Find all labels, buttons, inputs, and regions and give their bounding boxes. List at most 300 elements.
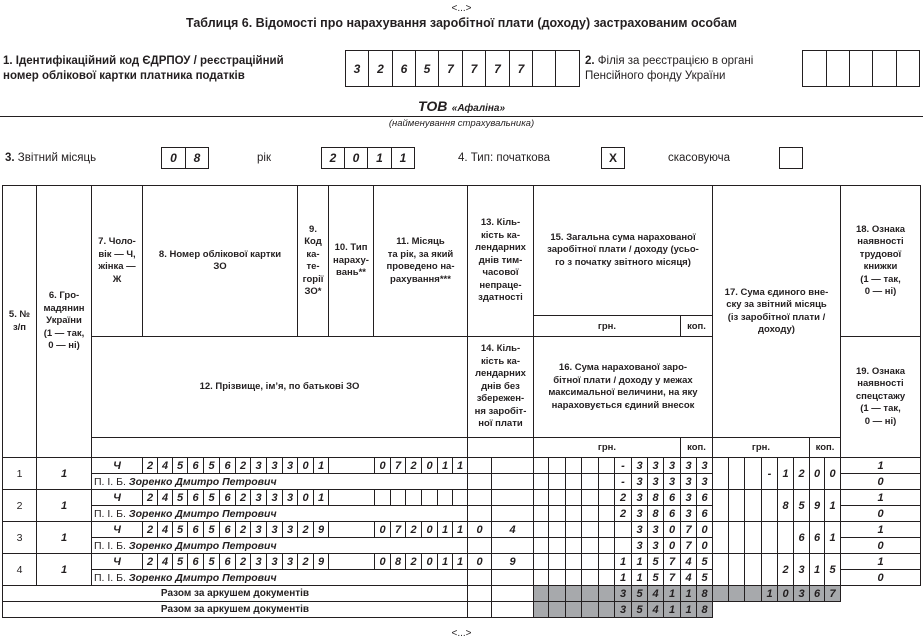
- totals-contribution-grn-cell: 3: [793, 585, 810, 602]
- header-special-service: 19. Ознака наявності спецстажу (1 — так, 0 — ні): [840, 336, 921, 458]
- full-name-cell: [91, 537, 468, 554]
- total-income-grn-cell: [565, 521, 582, 538]
- header-capped-income: 16. Сума нарахованої заро- бітної плати / доходу у межах максимальної величини, на яку нараховується єдиний внесок: [533, 336, 713, 438]
- contribution-grn-cell: [728, 521, 745, 554]
- card-digit-cell: 4: [157, 457, 173, 474]
- card-digit-cell: 5: [203, 489, 220, 506]
- total-income-grn-cell: [533, 553, 549, 570]
- totals-sum-kop-cell: 1: [680, 601, 697, 618]
- card-digit-cell: 6: [219, 457, 236, 474]
- month-year-digit-cell: 2: [405, 521, 422, 538]
- initial-type-checkbox: X: [601, 147, 625, 169]
- totals-sum-kop-cell: 1: [680, 585, 697, 602]
- total-income-grn-cell: [548, 521, 566, 538]
- card-digit-cell: 3: [250, 489, 267, 506]
- card-digit-cell: 6: [187, 457, 204, 474]
- month-year-digit-cell: [452, 489, 468, 506]
- row-number-cell: 2: [2, 489, 37, 522]
- totals-sum-grn-cell: [598, 585, 615, 602]
- totals-sum-grn-cell: 4: [647, 601, 664, 618]
- header-full-name: 12. Прізвище, ім’я, по батькові ЗО: [91, 336, 468, 438]
- special-service-flag-cell: 0: [840, 569, 921, 586]
- employer-prefix: ТОВ: [417, 98, 448, 114]
- pension-branch-digit-cell: [826, 50, 850, 87]
- disability-days-cell: 0: [467, 521, 492, 538]
- month-year-digit-cell: [421, 489, 438, 506]
- header-capped-income-grn: грн.: [533, 437, 681, 458]
- contribution-grn-cell: 2: [793, 457, 810, 490]
- work-book-flag-cell: 1: [840, 457, 921, 474]
- month-year-digit-cell: 0: [374, 521, 391, 538]
- capped-income-grn-cell: [548, 505, 566, 522]
- total-income-kop-cell: 7: [680, 521, 697, 538]
- total-income-grn-cell: [548, 457, 566, 474]
- totals-sum-kop-cell: 8: [696, 585, 713, 602]
- contribution-grn-cell: [712, 521, 729, 554]
- full-name-prefix: П. І. Б.: [94, 539, 126, 552]
- total-income-kop-cell: 3: [680, 457, 697, 474]
- totals-label: Разом за аркушем документів: [2, 585, 468, 602]
- month-year-digit-cell: 1: [452, 457, 468, 474]
- unpaid-days-cell: [491, 569, 534, 586]
- total-income-grn-cell: [581, 489, 599, 506]
- category-digit-cell: 0: [297, 489, 314, 506]
- month-year-digit-cell: 0: [421, 521, 438, 538]
- sex-cell: Ч: [91, 457, 143, 474]
- contribution-grn-cell: [761, 489, 778, 522]
- total-income-grn-cell: -: [614, 457, 632, 474]
- full-name-value: Зоренко Дмитро Петрович: [128, 571, 277, 584]
- contribution-grn-cell: [744, 553, 762, 586]
- card-digit-cell: 2: [142, 553, 158, 570]
- header-work-book: 18. Ознака наявності трудової книжки (1 — так, 0 — ні): [840, 185, 921, 337]
- contribution-grn-cell: [728, 457, 745, 490]
- totals-contribution-kop-cell: 6: [809, 585, 825, 602]
- totals-sum-grn-cell: [565, 585, 582, 602]
- month-digit-cell: 8: [185, 147, 209, 169]
- capped-income-grn-cell: 3: [631, 473, 648, 490]
- contribution-grn-cell: [712, 457, 729, 490]
- month-year-digit-cell: 7: [390, 457, 406, 474]
- total-income-grn-cell: 6: [663, 489, 681, 506]
- accrual-type-cell: [328, 521, 375, 538]
- totals-sum-grn-cell: 5: [631, 601, 648, 618]
- card-digit-cell: 3: [250, 457, 267, 474]
- full-name-prefix: П. І. Б.: [94, 571, 126, 584]
- sex-cell: Ч: [91, 553, 143, 570]
- capped-income-kop-cell: 3: [696, 473, 713, 490]
- accrual-type-cell: [328, 489, 375, 506]
- totals-sum-grn-cell: [565, 601, 582, 618]
- period-month-label: Звітний місяць: [17, 152, 97, 164]
- year-digit-cell: 1: [367, 147, 392, 169]
- doc-type-label: 4. Тип: початкова: [458, 152, 551, 164]
- capped-income-grn-cell: [565, 505, 582, 522]
- month-year-digit-cell: [374, 489, 391, 506]
- totals-days-cell: [491, 585, 534, 602]
- pension-branch-digit-cell: [849, 50, 873, 87]
- citizen-flag-cell: 1: [36, 489, 92, 522]
- row-number-cell: 1: [2, 457, 37, 490]
- full-name-value: Зоренко Дмитро Петрович: [128, 539, 277, 552]
- work-book-flag-cell: 1: [840, 521, 921, 538]
- header-disability-days: 13. Кіль- кість ка- лендарних днів тим- часової непраце- здатності: [467, 185, 534, 337]
- edrpou-digit-cell: 7: [438, 50, 463, 87]
- capped-income-grn-cell: [581, 473, 599, 490]
- month-year-digit-cell: [405, 489, 422, 506]
- total-income-grn-cell: [598, 457, 615, 474]
- card-digit-cell: 5: [203, 521, 220, 538]
- special-service-flag-cell: 0: [840, 505, 921, 522]
- totals-sum-grn-cell: 3: [614, 601, 632, 618]
- month-year-digit-cell: 2: [405, 553, 422, 570]
- totals-sum-grn-cell: [581, 601, 599, 618]
- edrpou-digit-cell: 7: [485, 50, 510, 87]
- totals-sum-grn-cell: [548, 585, 566, 602]
- total-income-grn-cell: [533, 521, 549, 538]
- employer-caption: (найменування страхувальника): [388, 118, 535, 129]
- contribution-grn-cell: 2: [777, 553, 794, 586]
- total-income-kop-cell: 6: [696, 489, 713, 506]
- work-book-flag-cell: 1: [840, 553, 921, 570]
- edrpou-digit-cell: 2: [368, 50, 393, 87]
- contribution-kop-cell: 1: [809, 553, 825, 586]
- total-income-grn-cell: [548, 553, 566, 570]
- disability-days-cell: [491, 489, 534, 506]
- accrual-type-cell: [328, 457, 375, 474]
- capped-income-grn-cell: 3: [631, 537, 648, 554]
- totals-sum-grn-cell: 1: [663, 585, 681, 602]
- capped-income-grn-cell: [598, 537, 615, 554]
- capped-income-grn-cell: [533, 473, 549, 490]
- category-digit-cell: 9: [313, 521, 329, 538]
- category-digit-cell: 2: [297, 553, 314, 570]
- total-income-grn-cell: 1: [631, 553, 648, 570]
- total-income-grn-cell: [548, 489, 566, 506]
- capped-income-grn-cell: [598, 473, 615, 490]
- field2-number: 2.: [585, 55, 595, 67]
- totals-sum-kop-cell: 8: [696, 601, 713, 618]
- header-blank-left: [91, 437, 468, 458]
- field2-label-text: Філія за реєстрацією в органі: [597, 55, 754, 67]
- capped-income-grn-cell: [614, 537, 632, 554]
- category-digit-cell: 2: [297, 521, 314, 538]
- card-digit-cell: 2: [235, 553, 251, 570]
- capped-income-grn-cell: 6: [663, 505, 681, 522]
- card-digit-cell: 6: [187, 553, 204, 570]
- pension-branch-digit-cell: [896, 50, 920, 87]
- card-digit-cell: 6: [219, 553, 236, 570]
- contribution-grn-cell: 1: [777, 457, 794, 490]
- totals-contribution-grn-cell: [728, 585, 745, 602]
- card-digit-cell: 2: [142, 489, 158, 506]
- row-number-cell: 3: [2, 521, 37, 554]
- header-contribution: 17. Сума єдиного вне- ску за звітний місяць (із заробітної плати / доходу): [712, 185, 841, 438]
- totals-sum-grn-cell: [598, 601, 615, 618]
- period-year-label: рік: [257, 152, 271, 164]
- unpaid-days-cell: [491, 505, 534, 522]
- card-digit-cell: 2: [142, 521, 158, 538]
- total-income-grn-cell: [565, 489, 582, 506]
- card-digit-cell: 4: [157, 489, 173, 506]
- total-income-grn-cell: 3: [631, 521, 648, 538]
- totals-days-cell: [467, 585, 492, 602]
- card-digit-cell: 2: [235, 489, 251, 506]
- card-digit-cell: 4: [157, 553, 173, 570]
- month-year-digit-cell: 1: [452, 521, 468, 538]
- card-digit-cell: 3: [282, 489, 298, 506]
- month-year-digit-cell: 0: [421, 457, 438, 474]
- capped-income-grn-cell: [598, 569, 615, 586]
- contribution-kop-cell: 0: [809, 457, 825, 490]
- month-year-digit-cell: 0: [374, 553, 391, 570]
- cancel-type-checkbox: [779, 147, 803, 169]
- edrpou-digit-cell: 5: [415, 50, 439, 87]
- contribution-grn-cell: [712, 553, 729, 586]
- contribution-grn-cell: [728, 553, 745, 586]
- month-year-digit-cell: 0: [374, 457, 391, 474]
- full-name-cell: [91, 505, 468, 522]
- edrpou-digit-cell: [555, 50, 580, 87]
- card-digit-cell: 5: [172, 521, 188, 538]
- contribution-grn-cell: 6: [793, 521, 810, 554]
- total-income-grn-cell: [581, 553, 599, 570]
- capped-income-grn-cell: [533, 537, 549, 554]
- citizen-flag-cell: 1: [36, 521, 92, 554]
- capped-income-kop-cell: 7: [680, 537, 697, 554]
- month-year-digit-cell: [390, 489, 406, 506]
- month-year-digit-cell: 2: [405, 457, 422, 474]
- header-blank-days: [467, 437, 534, 458]
- contribution-grn-cell: [761, 521, 778, 554]
- totals-contribution-grn-cell: [712, 585, 729, 602]
- pension-branch-digit-cell: [872, 50, 897, 87]
- contribution-kop-cell: 9: [809, 489, 825, 522]
- employer-name: [0, 98, 923, 116]
- card-digit-cell: 6: [187, 521, 204, 538]
- card-digit-cell: 3: [250, 521, 267, 538]
- capped-income-grn-cell: [565, 473, 582, 490]
- header-capped-income-kop: коп.: [680, 437, 713, 458]
- capped-income-grn-cell: 0: [663, 537, 681, 554]
- capped-income-grn-cell: [548, 537, 566, 554]
- header-row-number: 5. № з/п: [2, 185, 37, 458]
- header-total-income: 15. Загальна сума нарахованої заробітної плати / доходу (усьо- го з початку звітного місяця): [533, 185, 713, 316]
- full-name-cell: [91, 473, 468, 490]
- bottom-ellipsis: <...>: [451, 628, 472, 639]
- total-income-kop-cell: 5: [696, 553, 713, 570]
- capped-income-grn-cell: [581, 505, 599, 522]
- year-digit-cell: 1: [391, 147, 415, 169]
- capped-income-grn-cell: 1: [614, 569, 632, 586]
- total-income-kop-cell: 3: [696, 457, 713, 474]
- edrpou-digit-cell: 3: [345, 50, 369, 87]
- total-income-grn-cell: 3: [663, 457, 681, 474]
- unpaid-days-cell: [491, 537, 534, 554]
- card-digit-cell: 5: [172, 489, 188, 506]
- card-digit-cell: 3: [266, 553, 283, 570]
- category-digit-cell: 9: [313, 553, 329, 570]
- capped-income-kop-cell: 6: [696, 505, 713, 522]
- contribution-kop-cell: 6: [809, 521, 825, 554]
- total-income-kop-cell: 0: [696, 521, 713, 538]
- total-income-grn-cell: [581, 521, 599, 538]
- card-digit-cell: 2: [235, 521, 251, 538]
- total-income-grn-cell: [598, 553, 615, 570]
- total-income-grn-cell: [598, 489, 615, 506]
- totals-sum-grn-cell: [533, 601, 549, 618]
- capped-income-grn-cell: [581, 569, 599, 586]
- capped-income-grn-cell: [565, 569, 582, 586]
- employer-title: «Афаліна»: [451, 103, 506, 114]
- card-digit-cell: 5: [203, 553, 220, 570]
- capped-income-grn-cell: 5: [647, 569, 664, 586]
- total-income-grn-cell: 3: [647, 521, 664, 538]
- total-income-grn-cell: [533, 489, 549, 506]
- pension-branch-digit-cell: [802, 50, 827, 87]
- full-name-prefix: П. І. Б.: [94, 507, 126, 520]
- totals-contribution-grn-cell: 0: [777, 585, 794, 602]
- top-ellipsis: <...>: [451, 3, 472, 14]
- total-income-grn-cell: [533, 457, 549, 474]
- card-digit-cell: 3: [266, 457, 283, 474]
- contribution-kop-cell: 1: [824, 521, 841, 554]
- contribution-grn-cell: [728, 489, 745, 522]
- year-digit-cell: 0: [344, 147, 368, 169]
- capped-income-grn-cell: [565, 537, 582, 554]
- month-year-digit-cell: 1: [437, 521, 453, 538]
- card-digit-cell: 3: [282, 457, 298, 474]
- work-book-flag-cell: 1: [840, 489, 921, 506]
- totals-sum-grn-cell: 1: [663, 601, 681, 618]
- capped-income-grn-cell: [598, 505, 615, 522]
- capped-income-grn-cell: [533, 569, 549, 586]
- contribution-kop-cell: 5: [824, 553, 841, 586]
- totals-contribution-grn-cell: [744, 585, 762, 602]
- card-digit-cell: 3: [250, 553, 267, 570]
- capped-income-grn-cell: 7: [663, 569, 681, 586]
- header-contribution-kop: коп.: [809, 437, 841, 458]
- special-service-flag-cell: 0: [840, 537, 921, 554]
- totals-sum-grn-cell: [581, 585, 599, 602]
- total-income-kop-cell: 3: [680, 489, 697, 506]
- card-digit-cell: 2: [142, 457, 158, 474]
- full-name-value: Зоренко Дмитро Петрович: [128, 507, 277, 520]
- total-income-grn-cell: 8: [647, 489, 664, 506]
- card-digit-cell: 3: [282, 521, 298, 538]
- total-income-grn-cell: [581, 457, 599, 474]
- accrual-type-cell: [328, 553, 375, 570]
- contribution-grn-cell: -: [761, 457, 778, 490]
- category-digit-cell: 1: [313, 489, 329, 506]
- header-contribution-grn: грн.: [712, 437, 810, 458]
- citizen-flag-cell: 1: [36, 553, 92, 586]
- card-digit-cell: 2: [235, 457, 251, 474]
- totals-sum-grn-cell: [533, 585, 549, 602]
- contribution-grn-cell: [744, 457, 762, 490]
- period-number: 3.: [5, 152, 15, 164]
- total-income-grn-cell: 0: [663, 521, 681, 538]
- disability-days-cell: 0: [467, 553, 492, 570]
- month-year-digit-cell: 1: [452, 553, 468, 570]
- contribution-grn-cell: [744, 489, 762, 522]
- total-income-grn-cell: 3: [631, 489, 648, 506]
- field2-label-line1: [585, 54, 753, 69]
- contribution-grn-cell: 5: [793, 489, 810, 522]
- month-year-digit-cell: 1: [437, 457, 453, 474]
- total-income-grn-cell: [598, 521, 615, 538]
- contribution-grn-cell: [712, 489, 729, 522]
- total-income-grn-cell: 7: [663, 553, 681, 570]
- totals-sum-grn-cell: 5: [631, 585, 648, 602]
- totals-sum-grn-cell: [548, 601, 566, 618]
- card-digit-cell: 4: [157, 521, 173, 538]
- month-year-digit-cell: 8: [390, 553, 406, 570]
- special-service-flag-cell: 0: [840, 473, 921, 490]
- category-digit-cell: 1: [313, 457, 329, 474]
- contribution-kop-cell: 1: [824, 489, 841, 522]
- unpaid-days-cell: [467, 505, 492, 522]
- field2-label-line2: Пенсійного фонду України: [585, 70, 726, 82]
- capped-income-grn-cell: -: [614, 473, 632, 490]
- header-accrual-type: 10. Тип нараху- вань**: [328, 185, 374, 337]
- month-year-digit-cell: 1: [437, 553, 453, 570]
- month-digit-cell: 0: [161, 147, 186, 169]
- field1-label-line2: номер облікової картки платника податків: [3, 70, 245, 82]
- unpaid-days-cell: [467, 473, 492, 490]
- capped-income-grn-cell: [533, 505, 549, 522]
- unpaid-days-cell: [467, 537, 492, 554]
- contribution-grn-cell: [761, 553, 778, 586]
- total-income-grn-cell: [565, 553, 582, 570]
- row-number-cell: 4: [2, 553, 37, 586]
- capped-income-grn-cell: 2: [614, 505, 632, 522]
- capped-income-kop-cell: 3: [680, 505, 697, 522]
- header-citizen: 6. Гро- мадянин України (1 — так, 0 — ні): [36, 185, 92, 458]
- card-digit-cell: 3: [266, 521, 283, 538]
- unpaid-days-cell: [467, 569, 492, 586]
- edrpou-digit-cell: 7: [462, 50, 486, 87]
- capped-income-grn-cell: 3: [663, 473, 681, 490]
- unpaid-days-cell: [491, 473, 534, 490]
- contribution-grn-cell: 8: [777, 489, 794, 522]
- card-digit-cell: 6: [219, 521, 236, 538]
- card-digit-cell: 5: [172, 457, 188, 474]
- page-title: Таблиця 6. Відомості про нарахування заробітної плати (доходу) застрахованим особам: [186, 16, 737, 30]
- totals-sum-grn-cell: 4: [647, 585, 664, 602]
- totals-days-cell: [491, 601, 534, 618]
- capped-income-grn-cell: [548, 569, 566, 586]
- capped-income-kop-cell: 5: [696, 569, 713, 586]
- total-income-grn-cell: 2: [614, 489, 632, 506]
- totals-sum-grn-cell: 3: [614, 585, 632, 602]
- total-income-kop-cell: 4: [680, 553, 697, 570]
- contribution-kop-cell: 0: [824, 457, 841, 490]
- employer-underline: [0, 116, 923, 117]
- sex-cell: Ч: [91, 489, 143, 506]
- doc-type-cancel-label: скасовуюча: [668, 152, 731, 164]
- card-digit-cell: 6: [187, 489, 204, 506]
- disability-days-cell: [491, 457, 534, 474]
- card-digit-cell: 3: [266, 489, 283, 506]
- full-name-value: Зоренко Дмитро Петрович: [128, 475, 277, 488]
- totals-label: Разом за аркушем документів: [2, 601, 468, 618]
- contribution-grn-cell: [777, 521, 794, 554]
- capped-income-kop-cell: 3: [680, 473, 697, 490]
- capped-income-kop-cell: 0: [696, 537, 713, 554]
- capped-income-kop-cell: 4: [680, 569, 697, 586]
- header-unpaid-days: 14. Кіль- кість ка- лендарних днів без збережен- ня заробіт- ної плати: [467, 336, 534, 438]
